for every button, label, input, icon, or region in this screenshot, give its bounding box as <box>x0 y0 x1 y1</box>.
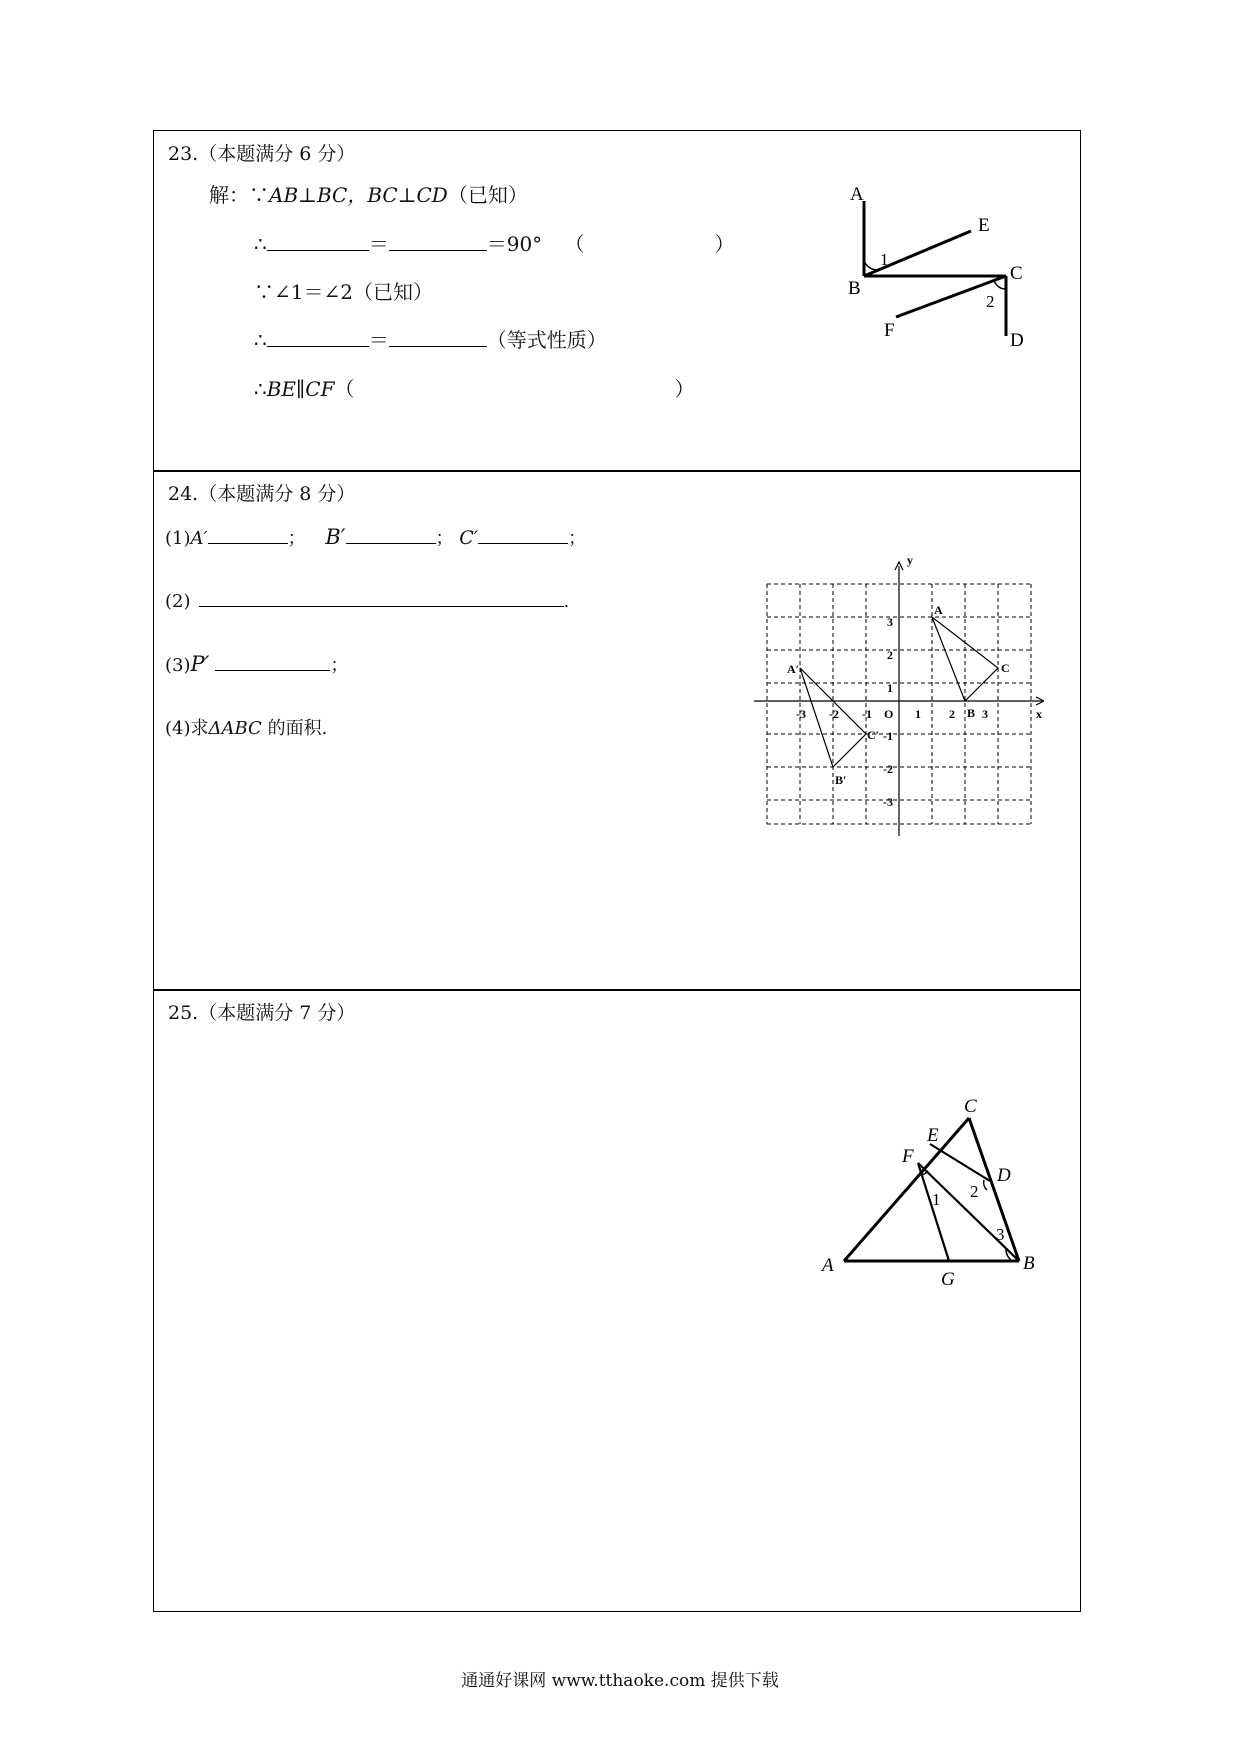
label-G: G <box>941 1269 955 1290</box>
label-D: D <box>997 1165 1011 1186</box>
point-C-prime-label: C′ <box>867 728 880 742</box>
label-A: A <box>850 184 864 205</box>
point-A-label: A <box>934 603 943 617</box>
b-prime-blank[interactable] <box>346 525 436 544</box>
label-B: B <box>1023 1253 1035 1274</box>
q23-blank-2[interactable] <box>389 232 487 251</box>
y-tick-label: -1 <box>883 729 893 743</box>
x-tick-label: -2 <box>829 707 839 721</box>
label-E: E <box>927 1125 939 1146</box>
equals-90: ＝90° <box>486 232 543 256</box>
label-F: F <box>884 320 895 341</box>
q23-given-prefix: 解：∵ <box>209 183 269 207</box>
page-footer: 通通好课网 www.tthaoke.com 提供下载 <box>461 1671 779 1691</box>
paren-close: ） <box>674 377 695 401</box>
part-1-label: (1) <box>165 528 191 549</box>
q23-blank-1[interactable] <box>267 232 369 251</box>
question-24-heading: 24.（本题满分 8 分） <box>168 483 356 505</box>
q24-part-2 <box>165 588 569 612</box>
label-F: F <box>902 1146 914 1167</box>
a-prime-blank[interactable] <box>208 525 288 544</box>
p-prime-label: P′ <box>190 652 210 676</box>
b-prime-label: B′ <box>325 525 346 549</box>
c-prime-label: C′ <box>459 527 479 549</box>
q24-part-4 <box>165 714 327 740</box>
q24-part-1 <box>165 524 586 550</box>
point-B-label: B <box>967 706 976 720</box>
label-angle-1: 1 <box>932 1190 941 1209</box>
q23-blank-3[interactable] <box>267 328 369 347</box>
angle-1-arc <box>864 261 877 270</box>
q23-given-math: AB⊥BC，BC⊥CD <box>269 183 448 207</box>
question-23-heading: 23.（本题满分 6 分） <box>168 143 356 165</box>
label-angle-2: 2 <box>970 1182 979 1201</box>
paren-close: ） <box>714 232 735 256</box>
part-4-suffix: 的面积. <box>261 718 328 739</box>
therefore-symbol: ∴ <box>254 232 267 256</box>
y-axis-label: y <box>907 553 913 567</box>
a-prime-label: A′ <box>190 528 208 549</box>
point-B-prime-label: B′ <box>835 773 847 787</box>
q23-conclusion-math: BE∥CF <box>266 377 335 401</box>
y-tick-label: 3 <box>887 615 893 629</box>
part-3-label: (3) <box>165 655 191 676</box>
y-tick-label: 2 <box>887 648 893 662</box>
q23-figure <box>834 181 1074 355</box>
point-C-label: C <box>1001 661 1010 675</box>
angle-2-arc <box>984 1180 987 1190</box>
q25-figure <box>804 1090 1054 1304</box>
label-E: E <box>978 215 990 236</box>
q23-step-2 <box>254 276 433 305</box>
x-tick-label: 3 <box>982 707 988 721</box>
q23-blank-4[interactable] <box>389 328 487 347</box>
segment-AC <box>844 1118 969 1261</box>
period: . <box>563 591 570 612</box>
semicolon: ； <box>435 528 454 549</box>
semicolon: ； <box>330 655 349 676</box>
q23-given-reason: （已知） <box>447 183 528 207</box>
q23-step-3 <box>254 324 607 353</box>
q23-step-1 <box>254 228 735 257</box>
x-tick-label: -3 <box>796 707 806 721</box>
label-A: A <box>822 1255 834 1276</box>
x-axis-label: x <box>1036 707 1042 721</box>
q24-coordinate-grid <box>724 546 1044 850</box>
y-tick-label: 1 <box>887 681 893 695</box>
therefore-symbol: ∴ <box>254 328 267 352</box>
label-C: C <box>1010 263 1023 284</box>
q23-reason-blank-2[interactable] <box>354 378 674 396</box>
therefore-symbol: ∴ <box>254 377 267 401</box>
label-angle-1: 1 <box>880 250 889 269</box>
label-angle-3: 3 <box>996 1225 1005 1244</box>
q23-angle-line: ∠1＝∠2（已知） <box>274 280 433 304</box>
q23-step-4 <box>254 373 694 402</box>
origin-label: O <box>884 707 894 721</box>
part-4-math: ΔABC <box>208 718 262 739</box>
question-24-box <box>153 470 1081 991</box>
part-4-prefix: (4)求 <box>165 718 209 739</box>
label-B: B <box>848 278 861 299</box>
x-tick-label: 1 <box>915 707 921 721</box>
question-25-heading: 25.（本题满分 7 分） <box>168 1002 356 1024</box>
q24-part-3 <box>165 651 348 677</box>
q23-reason-blank-1[interactable] <box>585 233 715 251</box>
x-tick-label: 2 <box>949 707 955 721</box>
part-2-label: (2) <box>165 591 191 612</box>
question-25-box <box>153 989 1081 1612</box>
c-prime-blank[interactable] <box>478 525 568 544</box>
x-tick-label: -1 <box>862 707 872 721</box>
label-angle-2: 2 <box>986 292 995 311</box>
equals-sign: ＝ <box>368 232 389 256</box>
paren-open: （ <box>564 232 585 256</box>
equals-sign: ＝ <box>368 328 389 352</box>
q23-given-line <box>209 179 528 208</box>
label-D: D <box>1010 330 1024 351</box>
point-A-prime-label: A′ <box>787 662 800 676</box>
semicolon: ； <box>568 528 587 549</box>
part-2-blank[interactable] <box>199 588 564 607</box>
y-tick-label: -2 <box>883 762 893 776</box>
p-prime-blank[interactable] <box>215 652 330 671</box>
paren-open: （ <box>334 377 355 401</box>
equation-property: （等式性质） <box>486 328 607 352</box>
because-symbol: ∵ <box>254 280 274 304</box>
y-tick-label: -3 <box>883 795 893 809</box>
label-C: C <box>964 1096 977 1117</box>
semicolon: ； <box>287 528 306 549</box>
question-23-box <box>153 130 1081 472</box>
